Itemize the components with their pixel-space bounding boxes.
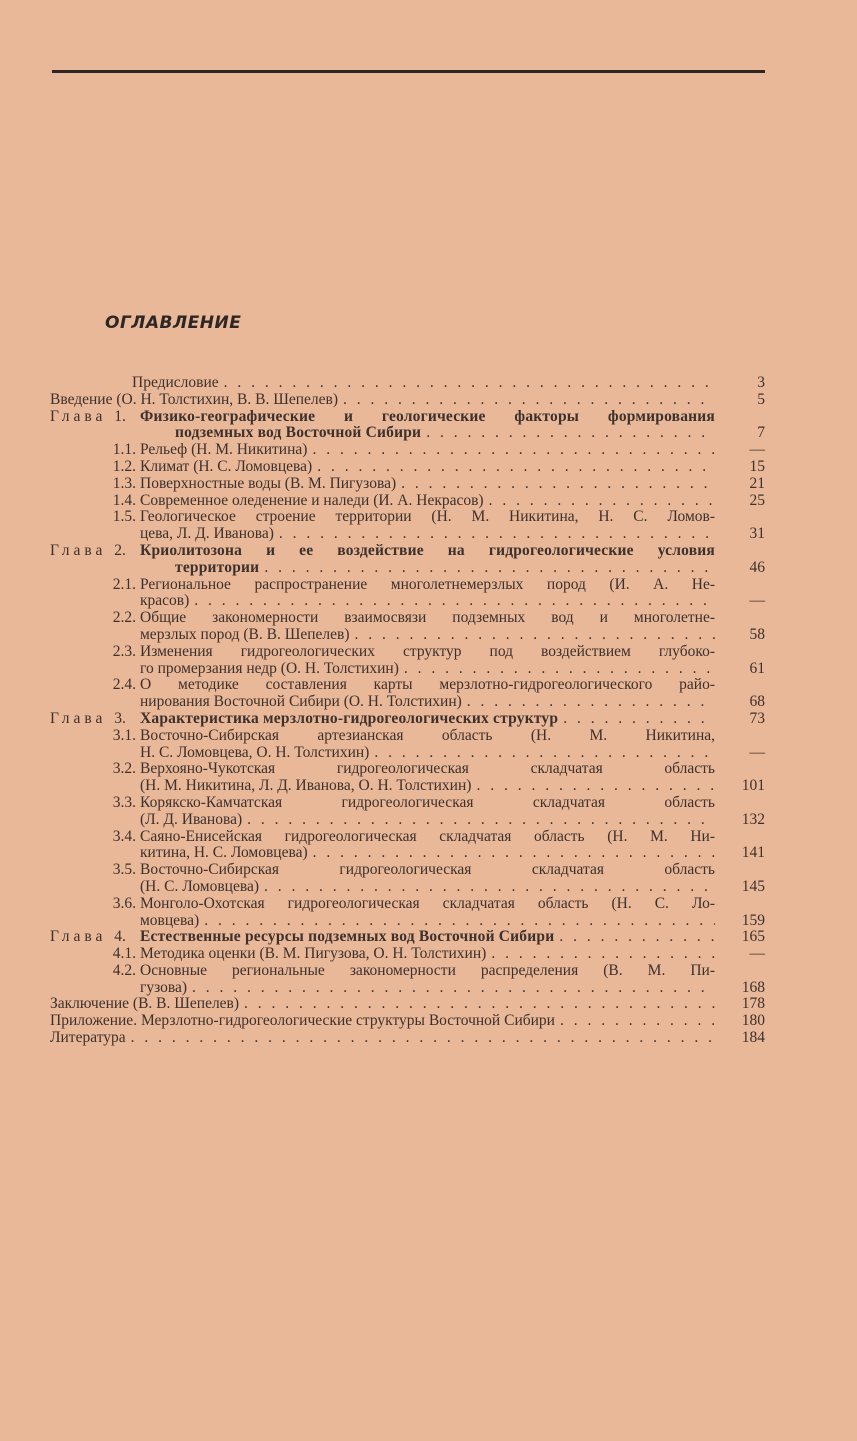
page-number: — xyxy=(749,945,765,963)
dot-leader xyxy=(187,980,715,997)
page-number: 31 xyxy=(749,525,765,543)
entry-number: 1.5. xyxy=(112,508,136,526)
entry-title: территории xyxy=(175,558,260,576)
dot-leader xyxy=(307,442,715,459)
entry-title: Общие закономерности взаимосвязи подземных вод и многолетне- xyxy=(140,610,715,627)
dot-leader xyxy=(259,879,715,896)
page-number: — xyxy=(749,743,765,761)
entry-title: Корякско-Камчатская гидрогеологическая складчатая область xyxy=(140,794,715,811)
dot-leader xyxy=(219,375,715,392)
dot-leader xyxy=(369,745,715,762)
entry-number: 4.1. xyxy=(112,945,136,963)
toc-entry xyxy=(0,392,857,409)
toc-entry xyxy=(0,375,857,392)
entry-title: Монголо-Охотская гидрогеологическая складчатая область (Н. С. Ло- xyxy=(140,895,715,912)
entry-title: китина, Н. С. Ломовцева) xyxy=(140,844,308,862)
entry-number: 2.1. xyxy=(112,575,136,593)
dot-leader xyxy=(554,929,715,946)
page-number: 73 xyxy=(749,709,765,727)
page-number: 178 xyxy=(741,995,765,1013)
dot-leader xyxy=(421,425,715,442)
toc-entry xyxy=(0,409,857,443)
page-number: 7 xyxy=(757,424,765,442)
page-number: 3 xyxy=(757,374,765,391)
page-title: ОГЛАВЛЕНИЕ xyxy=(105,313,242,333)
table-of-contents xyxy=(0,375,857,1047)
page-number: 180 xyxy=(741,1012,765,1030)
toc-entry xyxy=(0,476,857,493)
dot-leader xyxy=(274,526,715,543)
page-number: 15 xyxy=(749,457,765,475)
entry-title: Основные региональные закономерности распределения (В. М. Пи- xyxy=(140,962,715,979)
entry-number: 3.5. xyxy=(112,861,136,879)
page-number: 165 xyxy=(741,928,765,946)
dot-leader xyxy=(312,459,715,476)
toc-entry xyxy=(0,761,857,795)
entry-number: 1.4. xyxy=(112,491,136,509)
entry-title: Поверхностные воды (В. М. Пигузова) xyxy=(140,474,397,492)
entry-title: подземных вод Восточной Сибири xyxy=(175,424,422,442)
entry-number: 3.6. xyxy=(112,894,136,912)
toc-entry xyxy=(0,996,857,1013)
entry-title: нирования Восточной Сибири (О. Н. Толстихин) xyxy=(140,693,462,711)
toc-entry xyxy=(0,509,857,543)
toc-entry xyxy=(0,829,857,863)
dot-leader xyxy=(308,845,715,862)
dot-leader xyxy=(462,694,715,711)
page-number: 58 xyxy=(749,625,765,643)
dot-leader xyxy=(484,493,715,510)
entry-title: Естественные ресурсы подземных вод Восточной Сибири xyxy=(140,928,555,946)
page-number: 168 xyxy=(741,978,765,996)
page-number: 132 xyxy=(741,810,765,828)
toc-entry xyxy=(0,610,857,644)
dot-leader xyxy=(396,476,715,493)
top-rule xyxy=(52,70,765,73)
entry-number: Глава 2. xyxy=(50,541,126,559)
entry-title: Верхояно-Чукотская гидрогеологическая складчатая область xyxy=(140,761,715,778)
entry-number: 1.2. xyxy=(112,457,136,475)
dot-leader xyxy=(471,778,715,795)
page-number: 5 xyxy=(757,390,765,408)
toc-entry xyxy=(0,459,857,476)
entry-number: 3.3. xyxy=(112,793,136,811)
entry-title: Методика оценки (В. М. Пигузова, О. Н. Толстихин) xyxy=(140,945,487,963)
entry-number: Глава 3. xyxy=(50,709,126,727)
entry-number: Глава 4. xyxy=(50,928,126,946)
entry-number: 3.4. xyxy=(112,827,136,845)
toc-entry xyxy=(0,795,857,829)
entry-title: го промерзания недр (О. Н. Толстихин) xyxy=(140,659,399,677)
page-number: 61 xyxy=(749,659,765,677)
dot-leader xyxy=(338,392,715,409)
dot-leader xyxy=(189,593,715,610)
entry-title: Введение (О. Н. Толстихин, В. В. Шепелев) xyxy=(50,390,338,408)
dot-leader xyxy=(199,913,715,930)
entry-number: 2.3. xyxy=(112,642,136,660)
entry-title: (Л. Д. Иванова) xyxy=(140,810,243,828)
page-number: — xyxy=(749,441,765,459)
toc-entry xyxy=(0,677,857,711)
entry-title: гузова) xyxy=(140,978,188,996)
entry-title: Криолитозона и ее воздействие на гидрогеологические условия xyxy=(140,542,715,559)
entry-title: Климат (Н. С. Ломовцева) xyxy=(140,457,313,475)
entry-title: мерзлых пород (В. В. Шепелев) xyxy=(140,625,350,643)
page-number: 25 xyxy=(749,491,765,509)
entry-title: Характеристика мерзлотно-гидрогеологических структур xyxy=(140,709,559,727)
entry-number: 3.1. xyxy=(112,726,136,744)
entry-title: цева, Л. Д. Иванова) xyxy=(140,525,274,543)
entry-number: 1.3. xyxy=(112,474,136,492)
page-number: 101 xyxy=(741,777,765,795)
toc-entry xyxy=(0,929,857,946)
dot-leader xyxy=(558,711,715,728)
entry-title: Геологическое строение территории (Н. М. Никитина, Н. С. Ломов- xyxy=(140,509,715,526)
entry-title: Н. С. Ломовцева, О. Н. Толстихин) xyxy=(140,743,370,761)
page-number: 159 xyxy=(741,911,765,929)
dot-leader xyxy=(239,996,715,1013)
toc-entry xyxy=(0,1013,857,1030)
page-number: 46 xyxy=(749,558,765,576)
toc-entry xyxy=(0,644,857,678)
dot-leader xyxy=(126,1030,715,1047)
entry-title: Региональное распространение многолетнемерзлых пород (И. А. Не- xyxy=(140,576,715,593)
toc-entry xyxy=(0,728,857,762)
page-number: 21 xyxy=(749,474,765,492)
entry-title: Физико-географические и геологические факторы формирования xyxy=(140,408,715,425)
entry-number: 4.2. xyxy=(112,961,136,979)
dot-leader xyxy=(259,560,715,577)
toc-entry xyxy=(0,946,857,963)
entry-title: красов) xyxy=(140,592,190,610)
entry-title: Восточно-Сибирская артезианская область (Н. М. Никитина, xyxy=(140,727,715,744)
entry-number: 2.2. xyxy=(112,609,136,627)
dot-leader xyxy=(242,812,715,829)
entry-number: 1.1. xyxy=(112,441,136,459)
dot-leader xyxy=(555,1013,715,1030)
toc-entry xyxy=(0,862,857,896)
entry-title: Восточно-Сибирская гидрогеологическая складчатая область xyxy=(140,862,715,879)
dot-leader xyxy=(399,661,715,678)
toc-entry xyxy=(0,493,857,510)
toc-entry xyxy=(0,543,857,577)
toc-entry xyxy=(0,1030,857,1047)
dot-leader xyxy=(350,627,715,644)
entry-title: Литература xyxy=(50,1029,126,1047)
page-number: — xyxy=(749,592,765,610)
page-number: 145 xyxy=(741,877,765,895)
entry-title: (Н. С. Ломовцева) xyxy=(140,877,259,895)
toc-entry xyxy=(0,963,857,997)
entry-number: 2.4. xyxy=(112,676,136,694)
dot-leader xyxy=(486,946,715,963)
page-number: 184 xyxy=(741,1029,765,1047)
entry-title: Саяно-Енисейская гидрогеологическая складчатая область (Н. М. Ни- xyxy=(140,828,715,845)
toc-entry xyxy=(0,896,857,930)
entry-title: Современное оледенение и наледи (И. А. Некрасов) xyxy=(140,491,484,509)
entry-number: 3.2. xyxy=(112,760,136,778)
entry-title: (Н. М. Никитина, Л. Д. Иванова, О. Н. Толстихин) xyxy=(140,777,472,795)
toc-entry xyxy=(0,577,857,611)
entry-title: мовцева) xyxy=(140,911,200,929)
entry-number: Глава 1. xyxy=(50,407,126,425)
entry-title: О методике составления карты мерзлотно-гидрогеологического райо- xyxy=(140,677,715,694)
entry-title: Рельеф (Н. М. Никитина) xyxy=(140,441,308,459)
entry-title: Заключение (В. В. Шепелев) xyxy=(50,995,240,1013)
page-number: 141 xyxy=(741,844,765,862)
toc-entry xyxy=(0,711,857,728)
page-number: 68 xyxy=(749,693,765,711)
toc-entry xyxy=(0,442,857,459)
entry-title: Предисловие xyxy=(132,374,219,391)
entry-title: Приложение. Мерзлотно-гидрогеологические структуры Восточной Сибири xyxy=(50,1012,555,1030)
entry-title: Изменения гидрогеологических структур под воздействием глубоко- xyxy=(140,643,715,660)
